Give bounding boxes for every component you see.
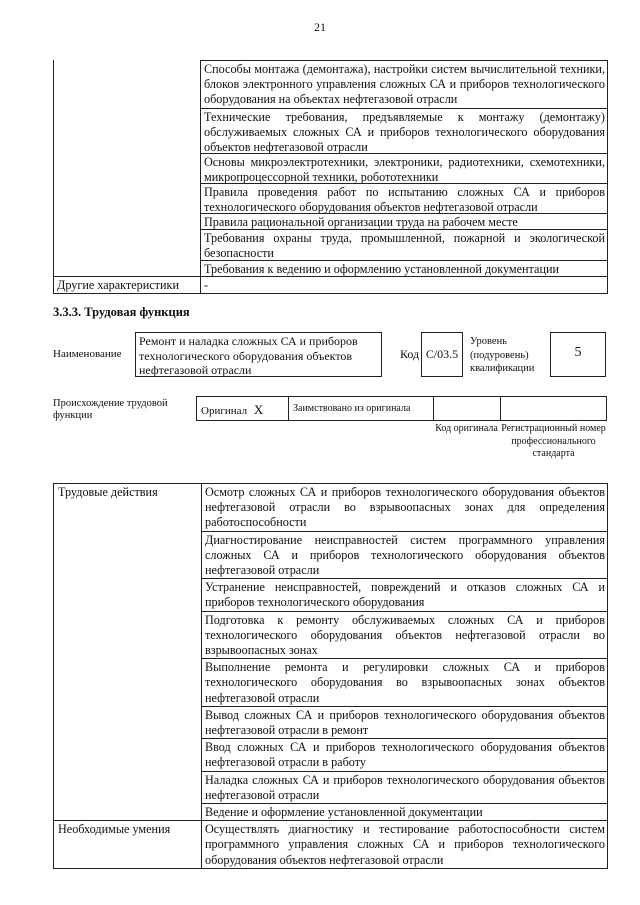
table-row: [53, 183, 608, 213]
skills-label: Необходимые умения: [54, 821, 202, 869]
level-label: Уровень (подуровень) квалификации: [470, 336, 535, 374]
code-original-cell: [434, 397, 501, 420]
table-cell-empty: [53, 183, 201, 213]
skill-item: Осуществлять диагностику и тестирование работоспособности систем программного управления сложных СА и приборов технологического оборудования объектов нефтегазовой отрасли: [202, 821, 608, 869]
table-row: [54, 484, 608, 532]
knowledge-item: Требования к ведению и оформлению установленной документации: [201, 260, 608, 276]
knowledge-item: Основы микроэлектротехники, электроники, радиотехники, схемотехники, микропроцессорной техники, робототехники: [201, 153, 608, 183]
original-label: Оригинал: [201, 405, 248, 417]
table-row: [53, 60, 608, 108]
code-label: Код: [400, 347, 420, 361]
knowledge-item: Требования охраны труда, промышленной, пожарной и экологической безопасности: [201, 229, 608, 260]
table-cell-empty: [53, 60, 201, 108]
knowledge-table: [53, 60, 608, 294]
labor-action-item: Подготовка к ремонту обслуживаемых сложных СА и приборов технологического оборудования объектов нефтегазовой отрасли во взрывоопасных зонах: [202, 611, 608, 659]
table-row: [53, 276, 608, 294]
labor-action-item: Устранение неисправностей, повреждений и отказов сложных СА и приборов технологического оборудования: [202, 579, 608, 611]
table-cell-empty: [53, 108, 201, 153]
labor-function-table: [53, 483, 608, 869]
code-original-caption: Код оригинала: [435, 423, 498, 434]
original-cell: [197, 397, 289, 420]
knowledge-item: Технические требования, предъявляемые к монтажу (демонтажу) обслуживаемых сложных СА и приборов технологического оборудования объектов нефтегазовой отрасли: [201, 108, 608, 153]
table-row: [53, 260, 608, 276]
labor-actions-label: Трудовые действия: [54, 484, 202, 821]
name-label: Наименование: [53, 348, 122, 360]
other-characteristics-value: -: [201, 276, 608, 294]
level-value: 5: [550, 332, 606, 377]
name-value: Ремонт и наладка сложных СА и приборов технологического оборудования объектов нефтегазовой отрасли: [135, 332, 382, 377]
table-cell-empty: [53, 229, 201, 260]
table-row: [53, 153, 608, 183]
labor-action-item: Осмотр сложных СА и приборов технологического оборудования объектов нефтегазовой отрасли во взрывоопасных зонах для определения работоспособности: [202, 484, 608, 532]
labor-action-item: Выполнение ремонта и регулировки сложных СА и приборов технологического оборудования во взрывоопасных зонах объектов нефтегазовой отрасли: [202, 659, 608, 707]
labor-action-item: Ведение и оформление установленной документации: [202, 804, 608, 821]
origin-label: Происхождение трудовой функции: [53, 398, 168, 421]
other-characteristics-label: Другие характеристики: [53, 276, 201, 294]
table-cell-empty: [53, 213, 201, 229]
table-row: [53, 229, 608, 260]
labor-action-item: Вывод сложных СА и приборов технологического оборудования объектов нефтегазовой отрасли в ремонт: [202, 706, 608, 738]
page-number: 21: [314, 20, 326, 34]
table-cell-empty: [53, 260, 201, 276]
section-title: 3.3.3. Трудовая функция: [53, 305, 190, 319]
table-cell-empty: [53, 153, 201, 183]
labor-action-item: Ввод сложных СА и приборов технологического оборудования объектов нефтегазовой отрасли в работу: [202, 739, 608, 771]
borrowed-cell: Заимствовано из оригинала: [289, 397, 434, 420]
knowledge-item: Правила проведения работ по испытанию сложных СА и приборов технологического оборудования объектов нефтегазовой отрасли: [201, 183, 608, 213]
original-mark: X: [253, 402, 264, 417]
table-row: [53, 213, 608, 229]
code-value: С/03.5: [421, 332, 463, 377]
origin-box: [196, 396, 607, 421]
knowledge-item: Способы монтажа (демонтажа), настройки систем вычислительной техники, блоков электронного управления сложных СА и приборов технологического оборудования на объектах нефтегазовой отрасли: [201, 60, 608, 108]
table-row: [54, 821, 608, 869]
labor-action-item: Диагностирование неисправностей систем программного управления сложных СА и приборов технологического оборудования объектов нефтегазовой отрасли: [202, 531, 608, 579]
knowledge-item: Правила рациональной организации труда на рабочем месте: [201, 213, 608, 229]
reg-number-cell: [501, 397, 606, 420]
table-row: [53, 108, 608, 153]
reg-number-caption: Регистрационный номер профессионального стандарта: [501, 423, 606, 459]
labor-action-item: Наладка сложных СА и приборов технологического оборудования объектов нефтегазовой отрасли: [202, 771, 608, 803]
